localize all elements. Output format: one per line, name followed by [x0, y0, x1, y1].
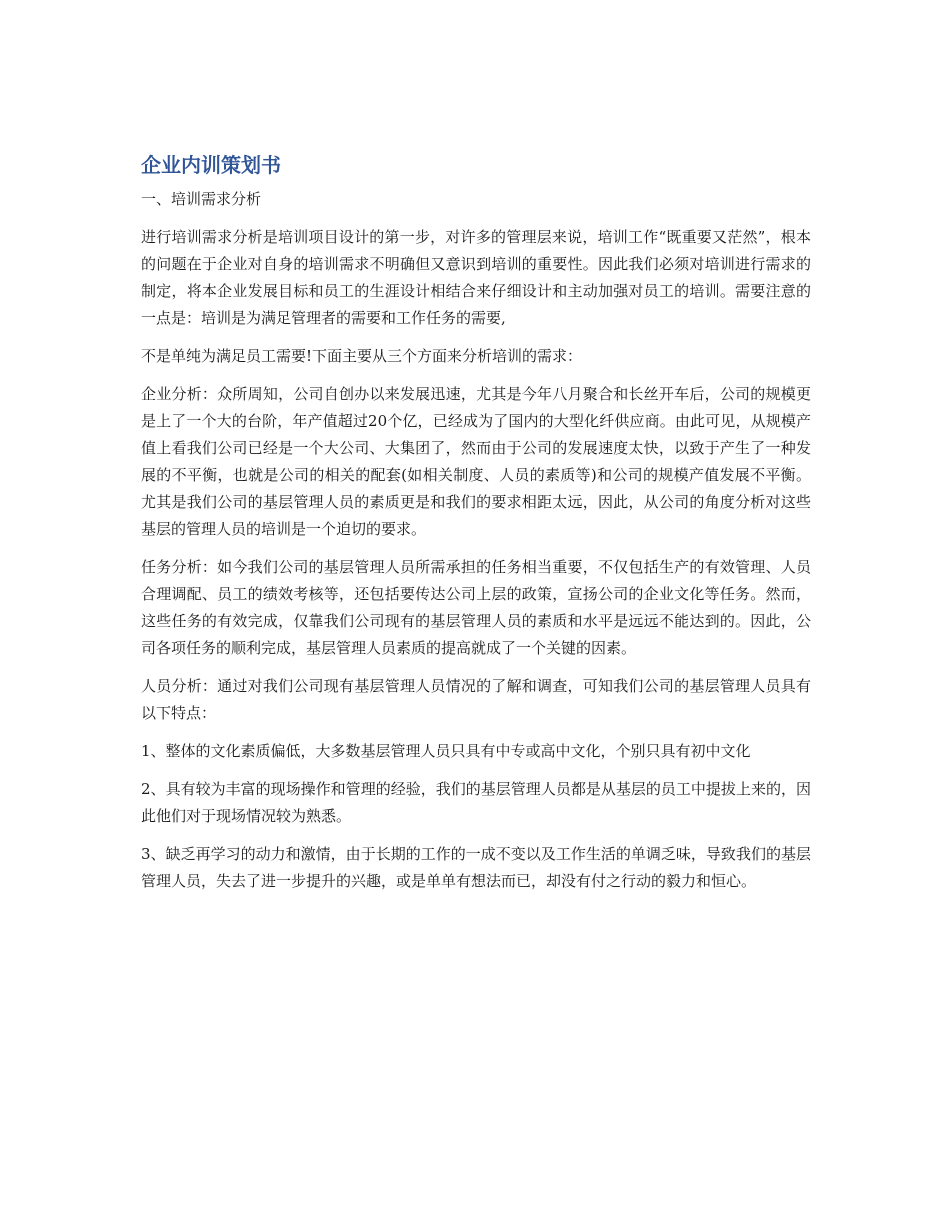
document-title: 企业内训策划书 — [141, 153, 281, 177]
list-item-trait-2: 2、具有较为丰富的现场操作和管理的经验，我们的基层管理人员都是从基层的员工中提拔上来的，因此他们对于现场情况较为熟悉。 — [141, 780, 811, 825]
document-body — [141, 150, 811, 906]
list-item-trait-3: 3、缺乏再学习的动力和激情，由于长期的工作的一成不变以及工作生活的单调乏味，导致我们的基层管理人员，失去了进一步提升的兴趣，或是单单有想法而已，却没有付之行动的毅力和恒心。 — [141, 845, 811, 890]
paragraph-enterprise-analysis: 企业分析：众所周知，公司自创办以来发展迅速，尤其是今年八月聚合和长丝开车后，公司的规模更是上了一个大的台阶，年产值超过20个亿，已经成为了国内的大型化纤供应商。由此可见，从规模产值上看我们公司已经是一个大公司、大集团了，然而由于公司的发展速度太快，以致于产生了一种发展的不平衡，也就是公司的相关的配套(如相关制度、人员的素质等)和公司的规模产值发展不平衡。尤其是我们公司的基层管理人员的素质更是和我们的要求相距太远，因此，从公司的角度分析对这些基层的管理人员的培训是一个迫切的要求。 — [141, 385, 811, 538]
list-item-trait-1: 1、整体的文化素质偏低，大多数基层管理人员只具有中专或高中文化，个别只具有初中文化 — [141, 742, 751, 760]
section-heading: 一、培训需求分析 — [141, 190, 262, 208]
paragraph-personnel-analysis: 人员分析：通过对我们公司现有基层管理人员情况的了解和调查，可知我们公司的基层管理人员具有以下特点： — [141, 677, 811, 722]
paragraph-intro: 进行培训需求分析是培训项目设计的第一步，对许多的管理层来说，培训工作“既重要又茫然”，根本的问题在于企业对自身的培训需求不明确但又意识到培训的重要性。因此我们必须对培训进行需求的制定，将本企业发展目标和员工的生涯设计相结合来仔细设计和主动加强对员工的培训。需要注意的一点是：培训是为满足管理者的需要和工作任务的需要, — [141, 228, 811, 327]
paragraph-needs-overview: 不是单纯为满足员工需要!下面主要从三个方面来分析培训的需求： — [141, 347, 583, 365]
paragraph-task-analysis: 任务分析：如今我们公司的基层管理人员所需承担的任务相当重要，不仅包括生产的有效管理、人员合理调配、员工的绩效考核等，还包括要传达公司上层的政策，宣扬公司的企业文化等任务。然而，这些任务的有效完成，仅靠我们公司现有的基层管理人员的素质和水平是远远不能达到的。因此，公司各项任务的顺利完成，基层管理人员素质的提高就成了一个关键的因素。 — [141, 558, 811, 657]
